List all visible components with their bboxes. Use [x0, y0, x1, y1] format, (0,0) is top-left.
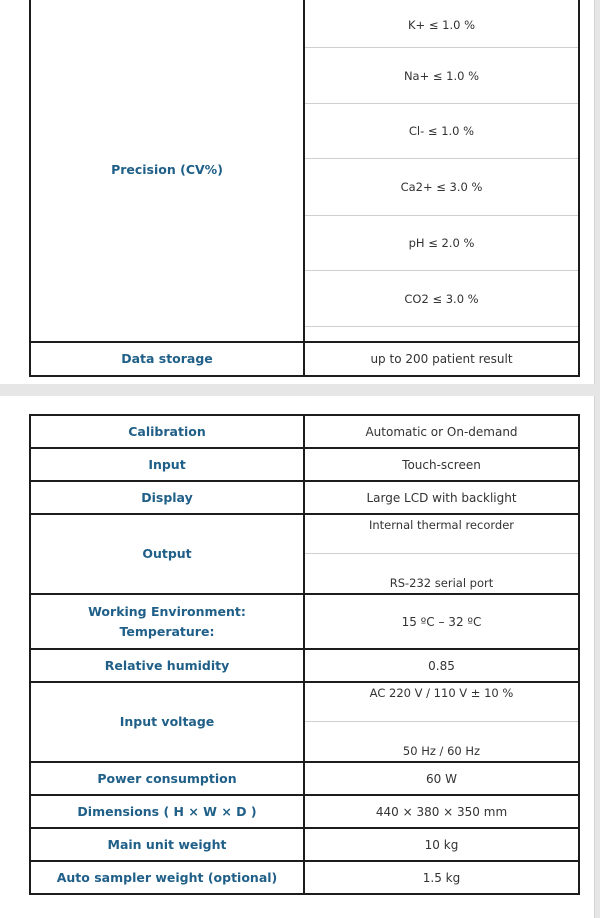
- table-row: [30, 514, 579, 594]
- precision-co2: CO2 ≤ 3.0 %: [305, 271, 578, 327]
- input-voltage-label: Input voltage: [30, 682, 304, 762]
- table-row: [30, 342, 579, 376]
- power-label: Power consumption: [30, 762, 304, 795]
- input-voltage-values: [304, 682, 579, 762]
- output-thermal: Internal thermal recorder: [305, 515, 578, 554]
- table-row: [30, 594, 579, 649]
- input-voltage-ac: AC 220 V / 110 V ± 10 %: [305, 683, 578, 722]
- table-row: [30, 649, 579, 682]
- precision-na: Na+ ≤ 1.0 %: [305, 48, 578, 104]
- precision-k: K+ ≤ 1.0 %: [305, 0, 578, 48]
- table-row: [30, 682, 579, 762]
- precision-ca: Ca2+ ≤ 3.0 %: [305, 159, 578, 216]
- data-storage-value: up to 200 patient result: [304, 342, 579, 376]
- input-value: Touch-screen: [304, 448, 579, 481]
- humidity-label: Relative humidity: [30, 649, 304, 682]
- spec-page-2: [0, 396, 595, 918]
- spec-table-1: [29, 0, 580, 377]
- working-env-line2: Temperature:: [119, 623, 215, 639]
- precision-values: [304, 0, 579, 342]
- main-weight-label: Main unit weight: [30, 828, 304, 861]
- display-label: Display: [30, 481, 304, 514]
- display-value: Large LCD with backlight: [304, 481, 579, 514]
- output-rs232: RS-232 serial port: [389, 576, 494, 590]
- precision-cl: Cl- ≤ 1.0 %: [305, 104, 578, 159]
- table-row: [30, 762, 579, 795]
- output-values: [304, 514, 579, 594]
- table-row: [30, 795, 579, 828]
- working-env-line1: Working Environment:: [88, 603, 246, 619]
- input-label: Input: [30, 448, 304, 481]
- working-env-value: 15 ºC – 32 ºC: [304, 594, 579, 649]
- table-row: [30, 448, 579, 481]
- output-label: Output: [30, 514, 304, 594]
- table-row: [30, 0, 579, 342]
- main-weight-value: 10 kg: [304, 828, 579, 861]
- precision-label: Precision (CV%): [30, 0, 304, 342]
- spec-page-1: [0, 0, 595, 384]
- dimensions-label: Dimensions ( H × W × D ): [30, 795, 304, 828]
- calibration-label: Calibration: [30, 415, 304, 448]
- data-storage-label: Data storage: [30, 342, 304, 376]
- table-row: [30, 415, 579, 448]
- humidity-value: 0.85: [304, 649, 579, 682]
- table-row: [30, 481, 579, 514]
- table-row: [30, 861, 579, 894]
- precision-ph: pH ≤ 2.0 %: [305, 216, 578, 271]
- dimensions-value: 440 × 380 × 350 mm: [304, 795, 579, 828]
- table-row: [30, 828, 579, 861]
- working-env-label: [30, 594, 304, 649]
- sampler-weight-label: Auto sampler weight (optional): [30, 861, 304, 894]
- power-value: 60 W: [304, 762, 579, 795]
- precision-empty: [305, 327, 578, 341]
- input-voltage-hz: 50 Hz / 60 Hz: [402, 744, 481, 758]
- sampler-weight-value: 1.5 kg: [304, 861, 579, 894]
- calibration-value: Automatic or On-demand: [304, 415, 579, 448]
- spec-table-2: [29, 414, 580, 895]
